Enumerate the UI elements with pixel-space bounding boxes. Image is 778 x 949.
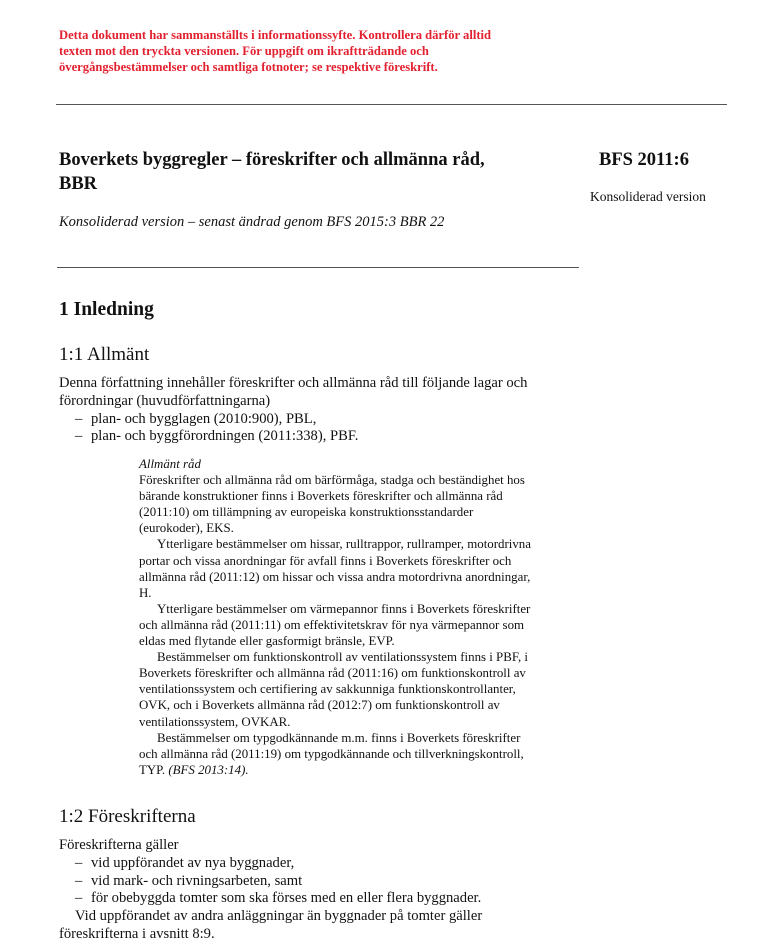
dash-bullet: – (75, 410, 83, 427)
advice-line: allmänna råd (2011:12) om hissar och vissa andra motordrivna anordningar, (139, 569, 531, 584)
advice-line: bärande konstruktioner finns i Boverkets föreskrifter och allmänna råd (139, 489, 503, 504)
bfs-number: BFS 2011:6 (599, 150, 689, 170)
advice-line: Ytterligare bestämmelser om värmepannor finns i Boverkets föreskrifter (157, 601, 531, 616)
document-subtitle: Konsoliderad version – senast ändrad genom BFS 2015:3 BBR 22 (59, 214, 445, 230)
advice-line: H. (139, 585, 152, 600)
advice-line: Boverkets föreskrifter och allmänna råd (2011:16) om funktionskontroll av (139, 666, 526, 681)
advice-line: och allmänna råd (2011:19) om typgodkännande och tillverkningskontroll, (139, 746, 524, 761)
dash-bullet: – (75, 890, 83, 907)
advice-line-last (139, 762, 579, 778)
general-advice-heading: Allmänt råd (139, 457, 201, 471)
document-title (59, 148, 559, 196)
dash-bullet: – (75, 428, 83, 445)
body-line: Denna författning innehåller föreskrifter och allmänna råd till följande lagar och (59, 375, 528, 391)
disclaimer-line: övergångsbestämmelser och samtliga fotnoter; se respektive föreskrift. (59, 60, 438, 74)
disclaimer-line: Detta dokument har sammanställts i informationssyfte. Kontrollera därför alltid (59, 28, 492, 42)
advice-line: (eurokoder), EKS. (139, 521, 234, 536)
header-divider (57, 267, 579, 268)
advice-line: eldas med flytande eller gasformigt bränsle, EVP. (139, 634, 395, 649)
version-label: Konsoliderad version (590, 189, 706, 204)
document-title-line: BBR (59, 174, 98, 194)
advice-line: Bestämmelser om funktionskontroll av ventilationssystem finns i PBF, i (157, 650, 528, 665)
list-item-text: vid uppförandet av nya byggnader, (91, 854, 295, 871)
body-line: Föreskrifterna gäller (59, 837, 179, 853)
list-item-text: för obebyggda tomter som ska förses med en eller flera byggnader. (91, 890, 482, 907)
section-heading-allmant: 1:1 Allmänt (59, 344, 150, 365)
advice-line: Ytterligare bestämmelser om hissar, rulltrappor, rullramper, motordrivna (157, 537, 531, 552)
advice-line: OVK, och i Boverkets allmänna råd (2012:7) om funktionskontroll av (139, 698, 500, 713)
section-1-1-body (59, 375, 579, 446)
list-item (59, 873, 579, 891)
disclaimer-line: texten mot den tryckta versionen. För uppgift om ikraftträdande och (59, 44, 429, 58)
advice-line: och allmänna råd (2011:11) om effektivitetskrav för nya värmepannor som (139, 617, 525, 632)
advice-line: ventilationssystem och certifiering av sakkunniga funktionskontrollanter, (139, 682, 516, 697)
advice-line: Bestämmelser om typgodkännande m.m. finns i Boverkets föreskrifter (157, 730, 521, 745)
list-item (59, 855, 579, 873)
list-item-text: plan- och bygglagen (2010:900), PBL, (91, 410, 317, 427)
general-advice-block (139, 456, 579, 778)
advice-line: (2011:10) om tillämpning av europeiska konstruktionsstandarder (139, 505, 474, 520)
advice-line: ventilationssystem, OVKAR. (139, 714, 291, 729)
body-line: Vid uppförandet av andra anläggningar än byggnader på tomter gäller (75, 908, 483, 925)
section-heading-foreskrifterna: 1:2 Föreskrifterna (59, 806, 196, 827)
advice-line: Föreskrifter och allmänna råd om bärförmåga, stadga och beständighet hos (139, 473, 525, 488)
list-item (59, 428, 579, 446)
disclaimer-notice (59, 27, 579, 75)
list-item-text: vid mark- och rivningsarbeten, samt (91, 872, 303, 889)
advice-line: portar och vissa anordningar för avfall finns i Boverkets föreskrifter och (139, 553, 512, 568)
list-item-text: plan- och byggförordningen (2011:338), PBF. (91, 428, 359, 445)
body-line: föreskrifterna i avsnitt 8:9. (59, 925, 215, 942)
dash-bullet: – (75, 854, 83, 871)
dash-bullet: – (75, 872, 83, 889)
section-1-2-body (59, 837, 579, 944)
document-title-line: Boverkets byggregler – föreskrifter och allmänna råd, (59, 150, 485, 170)
list-item (59, 411, 579, 429)
chapter-heading: 1 Inledning (59, 299, 154, 320)
list-item (59, 890, 579, 908)
advice-text: TYP. (139, 762, 166, 777)
top-divider (56, 104, 727, 105)
amendment-reference: (BFS 2013:14). (168, 762, 249, 777)
body-line: förordningar (huvudförfattningarna) (59, 392, 271, 409)
